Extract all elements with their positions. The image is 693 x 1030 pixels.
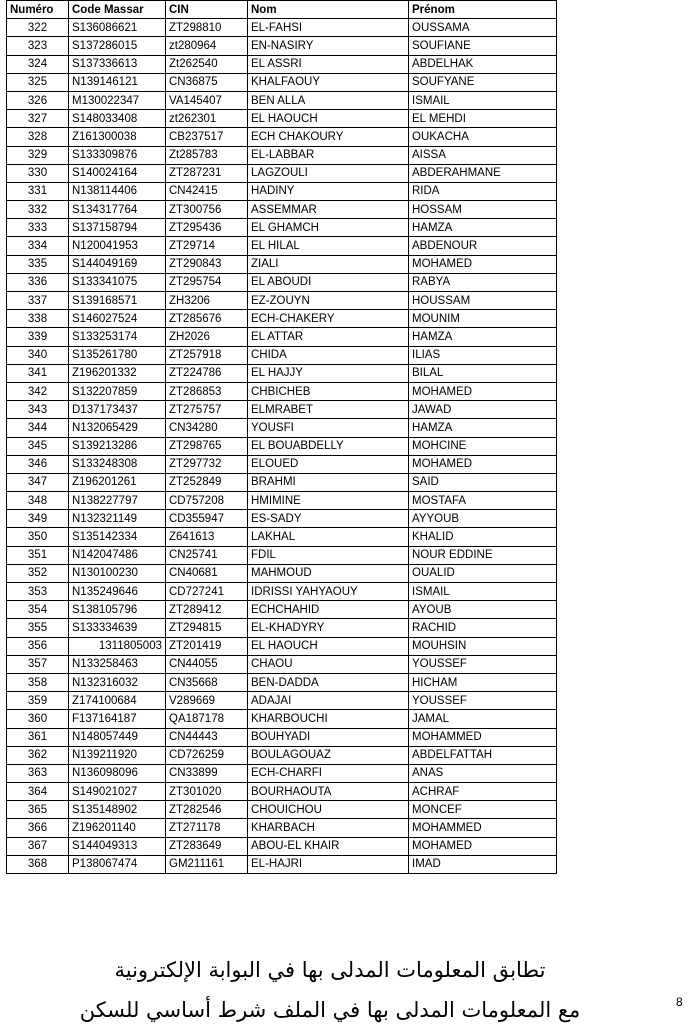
cin-cell: Z641613 — [166, 528, 248, 546]
nom-cell: LAKHAL — [248, 528, 409, 546]
prenom-cell: ABDELHAK — [409, 55, 557, 73]
code-massar-cell: N139146121 — [69, 73, 166, 91]
footer-notice-line-1: تطابق المعلومات المدلى بها في البوابة الإلكترونية — [114, 958, 546, 982]
code-massar-cell: S144049313 — [69, 837, 166, 855]
nom-cell: EZ-ZOUYN — [248, 292, 409, 310]
cin-cell: GM211161 — [166, 855, 248, 873]
prenom-cell: ISMAIL — [409, 583, 557, 601]
nom-cell: CHAOU — [248, 655, 409, 673]
prenom-cell: OUKACHA — [409, 128, 557, 146]
nom-cell: EL HAJJY — [248, 364, 409, 382]
numero-cell: 337 — [7, 292, 69, 310]
numero-cell: 354 — [7, 601, 69, 619]
cin-cell: ZT290843 — [166, 255, 248, 273]
code-massar-cell: N138114406 — [69, 182, 166, 200]
table-row — [7, 673, 557, 691]
code-massar-cell: N139211920 — [69, 746, 166, 764]
cin-cell: ZT224786 — [166, 364, 248, 382]
nom-cell: MAHMOUD — [248, 564, 409, 582]
code-massar-cell: N138227797 — [69, 492, 166, 510]
table-row — [7, 182, 557, 200]
cin-cell: Zt285783 — [166, 146, 248, 164]
code-massar-cell: S133253174 — [69, 328, 166, 346]
table-row — [7, 201, 557, 219]
prenom-cell: ABDENOUR — [409, 237, 557, 255]
cin-cell: V289669 — [166, 692, 248, 710]
prenom-cell: AYYOUB — [409, 510, 557, 528]
nom-cell: BOULAGOUAZ — [248, 746, 409, 764]
numero-cell: 322 — [7, 19, 69, 37]
prenom-cell: JAMAL — [409, 710, 557, 728]
code-massar-cell: S133309876 — [69, 146, 166, 164]
nom-cell: EL-HAJRI — [248, 855, 409, 873]
nom-cell: KHARBOUCHI — [248, 710, 409, 728]
cin-cell: ZT295754 — [166, 273, 248, 291]
prenom-cell: HAMZA — [409, 219, 557, 237]
table-row — [7, 55, 557, 73]
cin-cell: ZT298810 — [166, 19, 248, 37]
table-row — [7, 255, 557, 273]
code-massar-cell: S134317764 — [69, 201, 166, 219]
table-row — [7, 746, 557, 764]
numero-cell: 346 — [7, 455, 69, 473]
numero-cell: 351 — [7, 546, 69, 564]
numero-cell: 352 — [7, 564, 69, 582]
table-row — [7, 855, 557, 873]
cin-cell: Zt262540 — [166, 55, 248, 73]
prenom-cell: MOHAMMED — [409, 728, 557, 746]
cin-cell: ZT287231 — [166, 164, 248, 182]
nom-cell: ECH-CHARFI — [248, 764, 409, 782]
nom-cell: ECHCHAHID — [248, 601, 409, 619]
table-row — [7, 164, 557, 182]
prenom-cell: OUSSAMA — [409, 19, 557, 37]
numero-cell: 344 — [7, 419, 69, 437]
cin-cell: ZT275757 — [166, 401, 248, 419]
prenom-cell: ISMAIL — [409, 91, 557, 109]
table-row — [7, 328, 557, 346]
cin-cell: ZT282546 — [166, 801, 248, 819]
table-row — [7, 346, 557, 364]
code-massar-cell: P138067474 — [69, 855, 166, 873]
cin-cell: ZT29714 — [166, 237, 248, 255]
code-massar-cell: S135142334 — [69, 528, 166, 546]
code-massar-cell: N132065429 — [69, 419, 166, 437]
table-row — [7, 692, 557, 710]
prenom-cell: ABDELFATTAH — [409, 746, 557, 764]
numero-cell: 358 — [7, 673, 69, 691]
numero-cell: 366 — [7, 819, 69, 837]
prenom-cell: OUALID — [409, 564, 557, 582]
numero-cell: 338 — [7, 310, 69, 328]
column-header-cin: CIN — [166, 1, 248, 19]
table-row — [7, 528, 557, 546]
prenom-cell: YOUSSEF — [409, 692, 557, 710]
nom-cell: ZIALI — [248, 255, 409, 273]
numero-cell: 332 — [7, 201, 69, 219]
numero-cell: 333 — [7, 219, 69, 237]
column-header-prenom: Prénom — [409, 1, 557, 19]
cin-cell: ZH3206 — [166, 292, 248, 310]
nom-cell: ASSEMMAR — [248, 201, 409, 219]
prenom-cell: MONCEF — [409, 801, 557, 819]
code-massar-cell: S132207859 — [69, 382, 166, 400]
prenom-cell: MOHAMED — [409, 255, 557, 273]
prenom-cell: RABYA — [409, 273, 557, 291]
code-massar-cell: N130100230 — [69, 564, 166, 582]
nom-cell: EL-LABBAR — [248, 146, 409, 164]
nom-cell: ELOUED — [248, 455, 409, 473]
numero-cell: 364 — [7, 783, 69, 801]
table-row — [7, 401, 557, 419]
table-row — [7, 564, 557, 582]
cin-cell: zt280964 — [166, 37, 248, 55]
code-massar-cell: S149021027 — [69, 783, 166, 801]
cin-cell: CB237517 — [166, 128, 248, 146]
numero-cell: 327 — [7, 110, 69, 128]
table-row — [7, 91, 557, 109]
numero-cell: 363 — [7, 764, 69, 782]
code-massar-cell: S140024164 — [69, 164, 166, 182]
code-massar-cell: N136098096 — [69, 764, 166, 782]
cin-cell: CN34280 — [166, 419, 248, 437]
prenom-cell: JAWAD — [409, 401, 557, 419]
numero-cell: 324 — [7, 55, 69, 73]
prenom-cell: HICHAM — [409, 673, 557, 691]
numero-cell: 355 — [7, 619, 69, 637]
code-massar-cell: S137336613 — [69, 55, 166, 73]
prenom-cell: SAID — [409, 473, 557, 491]
nom-cell: CHBICHEB — [248, 382, 409, 400]
numero-cell: 367 — [7, 837, 69, 855]
cin-cell: CN36875 — [166, 73, 248, 91]
nom-cell: KHARBACH — [248, 819, 409, 837]
cin-cell: CN33899 — [166, 764, 248, 782]
code-massar-cell: Z196201261 — [69, 473, 166, 491]
code-massar-cell: S139213286 — [69, 437, 166, 455]
nom-cell: EL-FAHSI — [248, 19, 409, 37]
table-row — [7, 837, 557, 855]
footer-notice — [50, 950, 610, 1030]
code-massar-cell: N135249646 — [69, 583, 166, 601]
numero-cell: 336 — [7, 273, 69, 291]
nom-cell: BRAHMI — [248, 473, 409, 491]
numero-cell: 328 — [7, 128, 69, 146]
numero-cell: 361 — [7, 728, 69, 746]
nom-cell: EL BOUABDELLY — [248, 437, 409, 455]
cin-cell: CD726259 — [166, 746, 248, 764]
numero-cell: 350 — [7, 528, 69, 546]
prenom-cell: ANAS — [409, 764, 557, 782]
nom-cell: HADINY — [248, 182, 409, 200]
prenom-cell: BILAL — [409, 364, 557, 382]
numero-cell: 326 — [7, 91, 69, 109]
table-row — [7, 19, 557, 37]
numero-cell: 334 — [7, 237, 69, 255]
column-header-nom: Nom — [248, 1, 409, 19]
prenom-cell: HAMZA — [409, 328, 557, 346]
code-massar-cell: N148057449 — [69, 728, 166, 746]
code-massar-cell: Z196201332 — [69, 364, 166, 382]
nom-cell: ELMRABET — [248, 401, 409, 419]
code-massar-cell: S146027524 — [69, 310, 166, 328]
nom-cell: EL ABOUDI — [248, 273, 409, 291]
code-massar-cell: N132321149 — [69, 510, 166, 528]
code-massar-cell: Z174100684 — [69, 692, 166, 710]
code-massar-cell: N120041953 — [69, 237, 166, 255]
numero-cell: 353 — [7, 583, 69, 601]
nom-cell: CHIDA — [248, 346, 409, 364]
cin-cell: ZT201419 — [166, 637, 248, 655]
table-row — [7, 783, 557, 801]
numero-cell: 340 — [7, 346, 69, 364]
cin-cell: ZT294815 — [166, 619, 248, 637]
table-row — [7, 73, 557, 91]
table-header-row — [7, 1, 557, 19]
code-massar-cell: S133248308 — [69, 455, 166, 473]
numero-cell: 357 — [7, 655, 69, 673]
table-row — [7, 710, 557, 728]
code-massar-cell: N142047486 — [69, 546, 166, 564]
code-massar-cell: S135148902 — [69, 801, 166, 819]
column-header-numero: Numéro — [7, 1, 69, 19]
table-row — [7, 437, 557, 455]
code-massar-cell: M130022347 — [69, 91, 166, 109]
prenom-cell: MOSTAFA — [409, 492, 557, 510]
numero-cell: 330 — [7, 164, 69, 182]
prenom-cell: HOSSAM — [409, 201, 557, 219]
numero-cell: 339 — [7, 328, 69, 346]
nom-cell: EL HAOUCH — [248, 110, 409, 128]
numero-cell: 362 — [7, 746, 69, 764]
code-massar-cell: F137164187 — [69, 710, 166, 728]
prenom-cell: RACHID — [409, 619, 557, 637]
table-row — [7, 583, 557, 601]
nom-cell: ECH-CHAKERY — [248, 310, 409, 328]
prenom-cell: EL MEHDI — [409, 110, 557, 128]
cin-cell: ZH2026 — [166, 328, 248, 346]
table-row — [7, 655, 557, 673]
nom-cell: BOURHAOUTA — [248, 783, 409, 801]
cin-cell: ZT295436 — [166, 219, 248, 237]
prenom-cell: ACHRAF — [409, 783, 557, 801]
nom-cell: BOUHYADI — [248, 728, 409, 746]
numero-cell: 325 — [7, 73, 69, 91]
nom-cell: FDIL — [248, 546, 409, 564]
numero-cell: 368 — [7, 855, 69, 873]
nom-cell: KHALFAOUY — [248, 73, 409, 91]
cin-cell: ZT297732 — [166, 455, 248, 473]
prenom-cell: ABDERAHMANE — [409, 164, 557, 182]
nom-cell: ADAJAI — [248, 692, 409, 710]
prenom-cell: MOUHSIN — [409, 637, 557, 655]
numero-cell: 323 — [7, 37, 69, 55]
numero-cell: 343 — [7, 401, 69, 419]
table-row — [7, 728, 557, 746]
cin-cell: CD355947 — [166, 510, 248, 528]
cin-cell: ZT286853 — [166, 382, 248, 400]
prenom-cell: ILIAS — [409, 346, 557, 364]
numero-cell: 365 — [7, 801, 69, 819]
code-massar-cell: S133341075 — [69, 273, 166, 291]
table-row — [7, 455, 557, 473]
cin-cell: CN25741 — [166, 546, 248, 564]
prenom-cell: MOHAMED — [409, 382, 557, 400]
code-massar-cell: S144049169 — [69, 255, 166, 273]
numero-cell: 329 — [7, 146, 69, 164]
table-row — [7, 382, 557, 400]
footer-notice-line-2: مع المعلومات المدلى بها في الملف شرط أساسي للسكن — [79, 998, 581, 1022]
code-massar-cell: Z196201140 — [69, 819, 166, 837]
table-row — [7, 492, 557, 510]
cin-cell: VA145407 — [166, 91, 248, 109]
code-massar-cell: D137173437 — [69, 401, 166, 419]
prenom-cell: AYOUB — [409, 601, 557, 619]
cin-cell: CN44443 — [166, 728, 248, 746]
cin-cell: ZT285676 — [166, 310, 248, 328]
table-row — [7, 637, 557, 655]
numero-cell: 342 — [7, 382, 69, 400]
code-massar-cell: S133334639 — [69, 619, 166, 637]
prenom-cell: MOHAMED — [409, 837, 557, 855]
nom-cell: YOUSFI — [248, 419, 409, 437]
nom-cell: HMIMINE — [248, 492, 409, 510]
code-massar-cell: N133258463 — [69, 655, 166, 673]
code-massar-cell: S137286015 — [69, 37, 166, 55]
prenom-cell: NOUR EDDINE — [409, 546, 557, 564]
nom-cell: ABOU-EL KHAIR — [248, 837, 409, 855]
table-row — [7, 37, 557, 55]
cin-cell: ZT298765 — [166, 437, 248, 455]
table-row — [7, 110, 557, 128]
cin-cell: CN44055 — [166, 655, 248, 673]
cin-cell: ZT283649 — [166, 837, 248, 855]
cin-cell: CN42415 — [166, 182, 248, 200]
numero-cell: 341 — [7, 364, 69, 382]
numero-cell: 359 — [7, 692, 69, 710]
cin-cell: ZT252849 — [166, 473, 248, 491]
cin-cell: CD727241 — [166, 583, 248, 601]
cin-cell: ZT271178 — [166, 819, 248, 837]
prenom-cell: MOHCINE — [409, 437, 557, 455]
page-number: 8 — [676, 995, 683, 1009]
code-massar-cell: 1311805003 — [69, 637, 166, 655]
code-massar-cell: N132316032 — [69, 673, 166, 691]
nom-cell: ECH CHAKOURY — [248, 128, 409, 146]
cin-cell: CN35668 — [166, 673, 248, 691]
prenom-cell: SOUFIANE — [409, 37, 557, 55]
nom-cell: EL ASSRI — [248, 55, 409, 73]
students-table — [6, 0, 557, 874]
table-row — [7, 237, 557, 255]
table-row — [7, 292, 557, 310]
code-massar-cell: S136086621 — [69, 19, 166, 37]
table-row — [7, 219, 557, 237]
nom-cell: EL GHAMCH — [248, 219, 409, 237]
code-massar-cell: S135261780 — [69, 346, 166, 364]
column-header-code-massar: Code Massar — [69, 1, 166, 19]
prenom-cell: MOHAMED — [409, 455, 557, 473]
prenom-cell: MOHAMMED — [409, 819, 557, 837]
nom-cell: CHOUICHOU — [248, 801, 409, 819]
prenom-cell: MOUNIM — [409, 310, 557, 328]
cin-cell: ZT257918 — [166, 346, 248, 364]
table-row — [7, 273, 557, 291]
nom-cell: EL ATTAR — [248, 328, 409, 346]
numero-cell: 360 — [7, 710, 69, 728]
code-massar-cell: Z161300038 — [69, 128, 166, 146]
table-row — [7, 546, 557, 564]
nom-cell: IDRISSI YAHYAOUY — [248, 583, 409, 601]
prenom-cell: HOUSSAM — [409, 292, 557, 310]
code-massar-cell: S139168571 — [69, 292, 166, 310]
numero-cell: 331 — [7, 182, 69, 200]
cin-cell: CD757208 — [166, 492, 248, 510]
prenom-cell: HAMZA — [409, 419, 557, 437]
nom-cell: BEN ALLA — [248, 91, 409, 109]
table-row — [7, 819, 557, 837]
numero-cell: 348 — [7, 492, 69, 510]
prenom-cell: RIDA — [409, 182, 557, 200]
numero-cell: 347 — [7, 473, 69, 491]
table-row — [7, 510, 557, 528]
cin-cell: ZT300756 — [166, 201, 248, 219]
numero-cell: 349 — [7, 510, 69, 528]
nom-cell: EN-NASIRY — [248, 37, 409, 55]
table-row — [7, 310, 557, 328]
code-massar-cell: S137158794 — [69, 219, 166, 237]
prenom-cell: IMAD — [409, 855, 557, 873]
cin-cell: QA187178 — [166, 710, 248, 728]
numero-cell: 345 — [7, 437, 69, 455]
prenom-cell: SOUFYANE — [409, 73, 557, 91]
table-row — [7, 419, 557, 437]
numero-cell: 335 — [7, 255, 69, 273]
table-row — [7, 128, 557, 146]
table-row — [7, 473, 557, 491]
table-row — [7, 764, 557, 782]
table-row — [7, 801, 557, 819]
cin-cell: zt262301 — [166, 110, 248, 128]
nom-cell: EL HILAL — [248, 237, 409, 255]
table-row — [7, 601, 557, 619]
cin-cell: ZT301020 — [166, 783, 248, 801]
table-row — [7, 619, 557, 637]
nom-cell: EL HAOUCH — [248, 637, 409, 655]
code-massar-cell: S148033408 — [69, 110, 166, 128]
table-row — [7, 364, 557, 382]
prenom-cell: KHALID — [409, 528, 557, 546]
numero-cell: 356 — [7, 637, 69, 655]
nom-cell: LAGZOULI — [248, 164, 409, 182]
table-body — [7, 19, 557, 874]
nom-cell: ES-SADY — [248, 510, 409, 528]
prenom-cell: YOUSSEF — [409, 655, 557, 673]
table-row — [7, 146, 557, 164]
cin-cell: CN40681 — [166, 564, 248, 582]
prenom-cell: AISSA — [409, 146, 557, 164]
nom-cell: BEN-DADDA — [248, 673, 409, 691]
nom-cell: EL-KHADYRY — [248, 619, 409, 637]
code-massar-cell: S138105796 — [69, 601, 166, 619]
cin-cell: ZT289412 — [166, 601, 248, 619]
